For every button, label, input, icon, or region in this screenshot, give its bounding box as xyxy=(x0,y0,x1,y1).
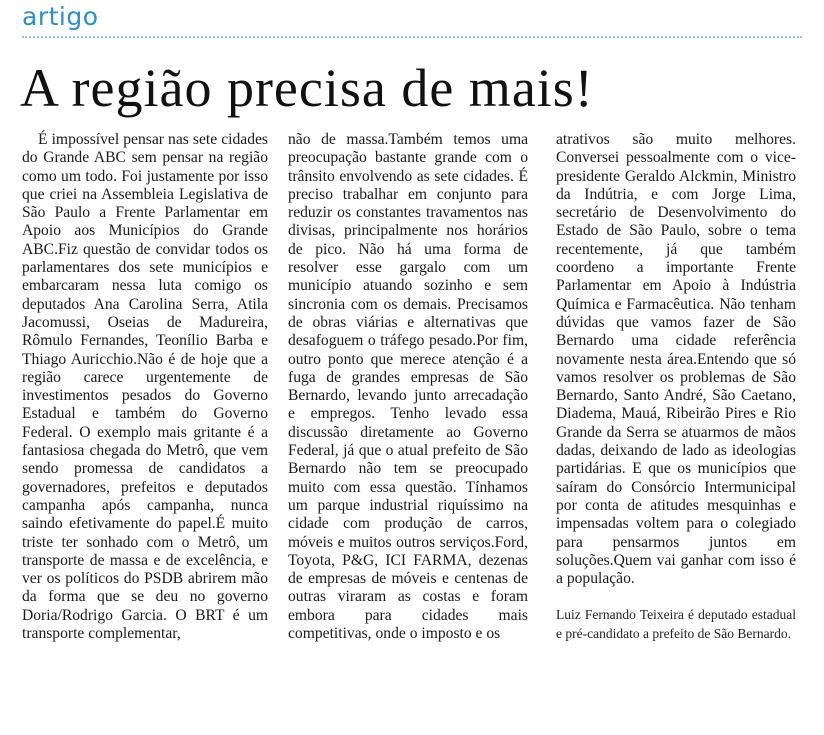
dotted-divider xyxy=(22,36,802,38)
article-column-2 xyxy=(288,131,528,643)
column-2-text: não de massa.Também temos uma preocupação bastante grande com o trânsito envolvendo as sete cidades. É preciso trabalhar em conjunto para reduzir os constantes travamentos nas divisas, principalmente nos horários de pico. Não há uma forma de resolver esse gargalo com um município atuando sozinho e sem sincronia com os demais. Precisamos de obras viárias e alternativas que desafoguem o tráfego pesado.Por fim, outro ponto que merece atenção é a fuga de grandes empresas de São Bernardo, levando junto arrecadação e empregos. Tenho levado essa discussão diretamente ao Governo Federal, já que o atual prefeito de São Bernardo não tem se preocupado muito com essa questão. Tínhamos um parque industrial riquíssimo na cidade com produção de carros, móveis e muitos outros serviços.Ford, Toyota, P&G, ICI FARMA, dezenas de empresas de móveis e centenas de outras viraram as costas e foram embora para cidades mais competitivas, onde o imposto e os xyxy=(288,131,528,643)
article-column-3 xyxy=(556,131,796,643)
section-label: artigo xyxy=(22,2,99,31)
author-byline: Luiz Fernando Teixeira é deputado estadual e pré-candidato a prefeito de São Bernardo. xyxy=(556,607,796,641)
column-1-text: É impossível pensar nas sete cidades do Grande ABC sem pensar na região como um todo. Foi justamente por isso que criei na Assembleia Legislativa de São Paulo a Frente Parlamentar em Apoio aos Municípios do Grande ABC.Fiz questão de convidar todos os parlamentares dos sete municípios e embarcaram nessa luta comigo os deputados Ana Carolina Serra, Atila Jacomussi, Oseias de Madureira, Rômulo Fernandes, Teonílio Barba e Thiago Auricchio.Não é de hoje que a região carece urgentemente de investimentos pesados do Governo Estadual e também do Governo Federal. O exemplo mais gritante é a fantasiosa chegada do Metrô, que vem sendo promessa de candidatos a governadores, prefeitos e deputados campanha após campanha, nunca saindo efetivamente do papel.É muito triste ter sonhado com o Metrô, um transporte de massa e de excelência, e ver os políticos do PSDB abrirem mão da forma que se deu no governo Doria/Rodrigo Garcia. O BRT é um transporte complementar, xyxy=(22,131,268,643)
article-column-1 xyxy=(22,131,268,643)
article-headline: A região precisa de mais! xyxy=(20,58,594,118)
column-3-text: atrativos são muito melhores. Conversei pessoalmente com o vice-presidente Geraldo Alckmin, Ministro da Indútria, e com Jorge Lima, secretário de Desenvolvimento do Estado de São Paulo, sobre o tema recentemente, já que também coordeno a importante Frente Parlamentar em Apoio à Indústria Química e Farmacêutica. Não tenham dúvidas que vamos fazer de São Bernardo uma cidade referência novamente nesta área.Entendo que só vamos resolver os problemas de São Bernardo, Santo André, São Caetano, Diadema, Mauá, Ribeirão Pires e Rio Grande da Serra se atuarmos de mãos dadas, deixando de lado as ideologias partidárias. E que os municípios que saíram do Consórcio Intermunicipal por conta de atitudes mesquinhas e impensadas voltem para o colegiado para pensarmos juntos em soluções.Quem vai ganhar com isso é a população. xyxy=(556,131,796,588)
